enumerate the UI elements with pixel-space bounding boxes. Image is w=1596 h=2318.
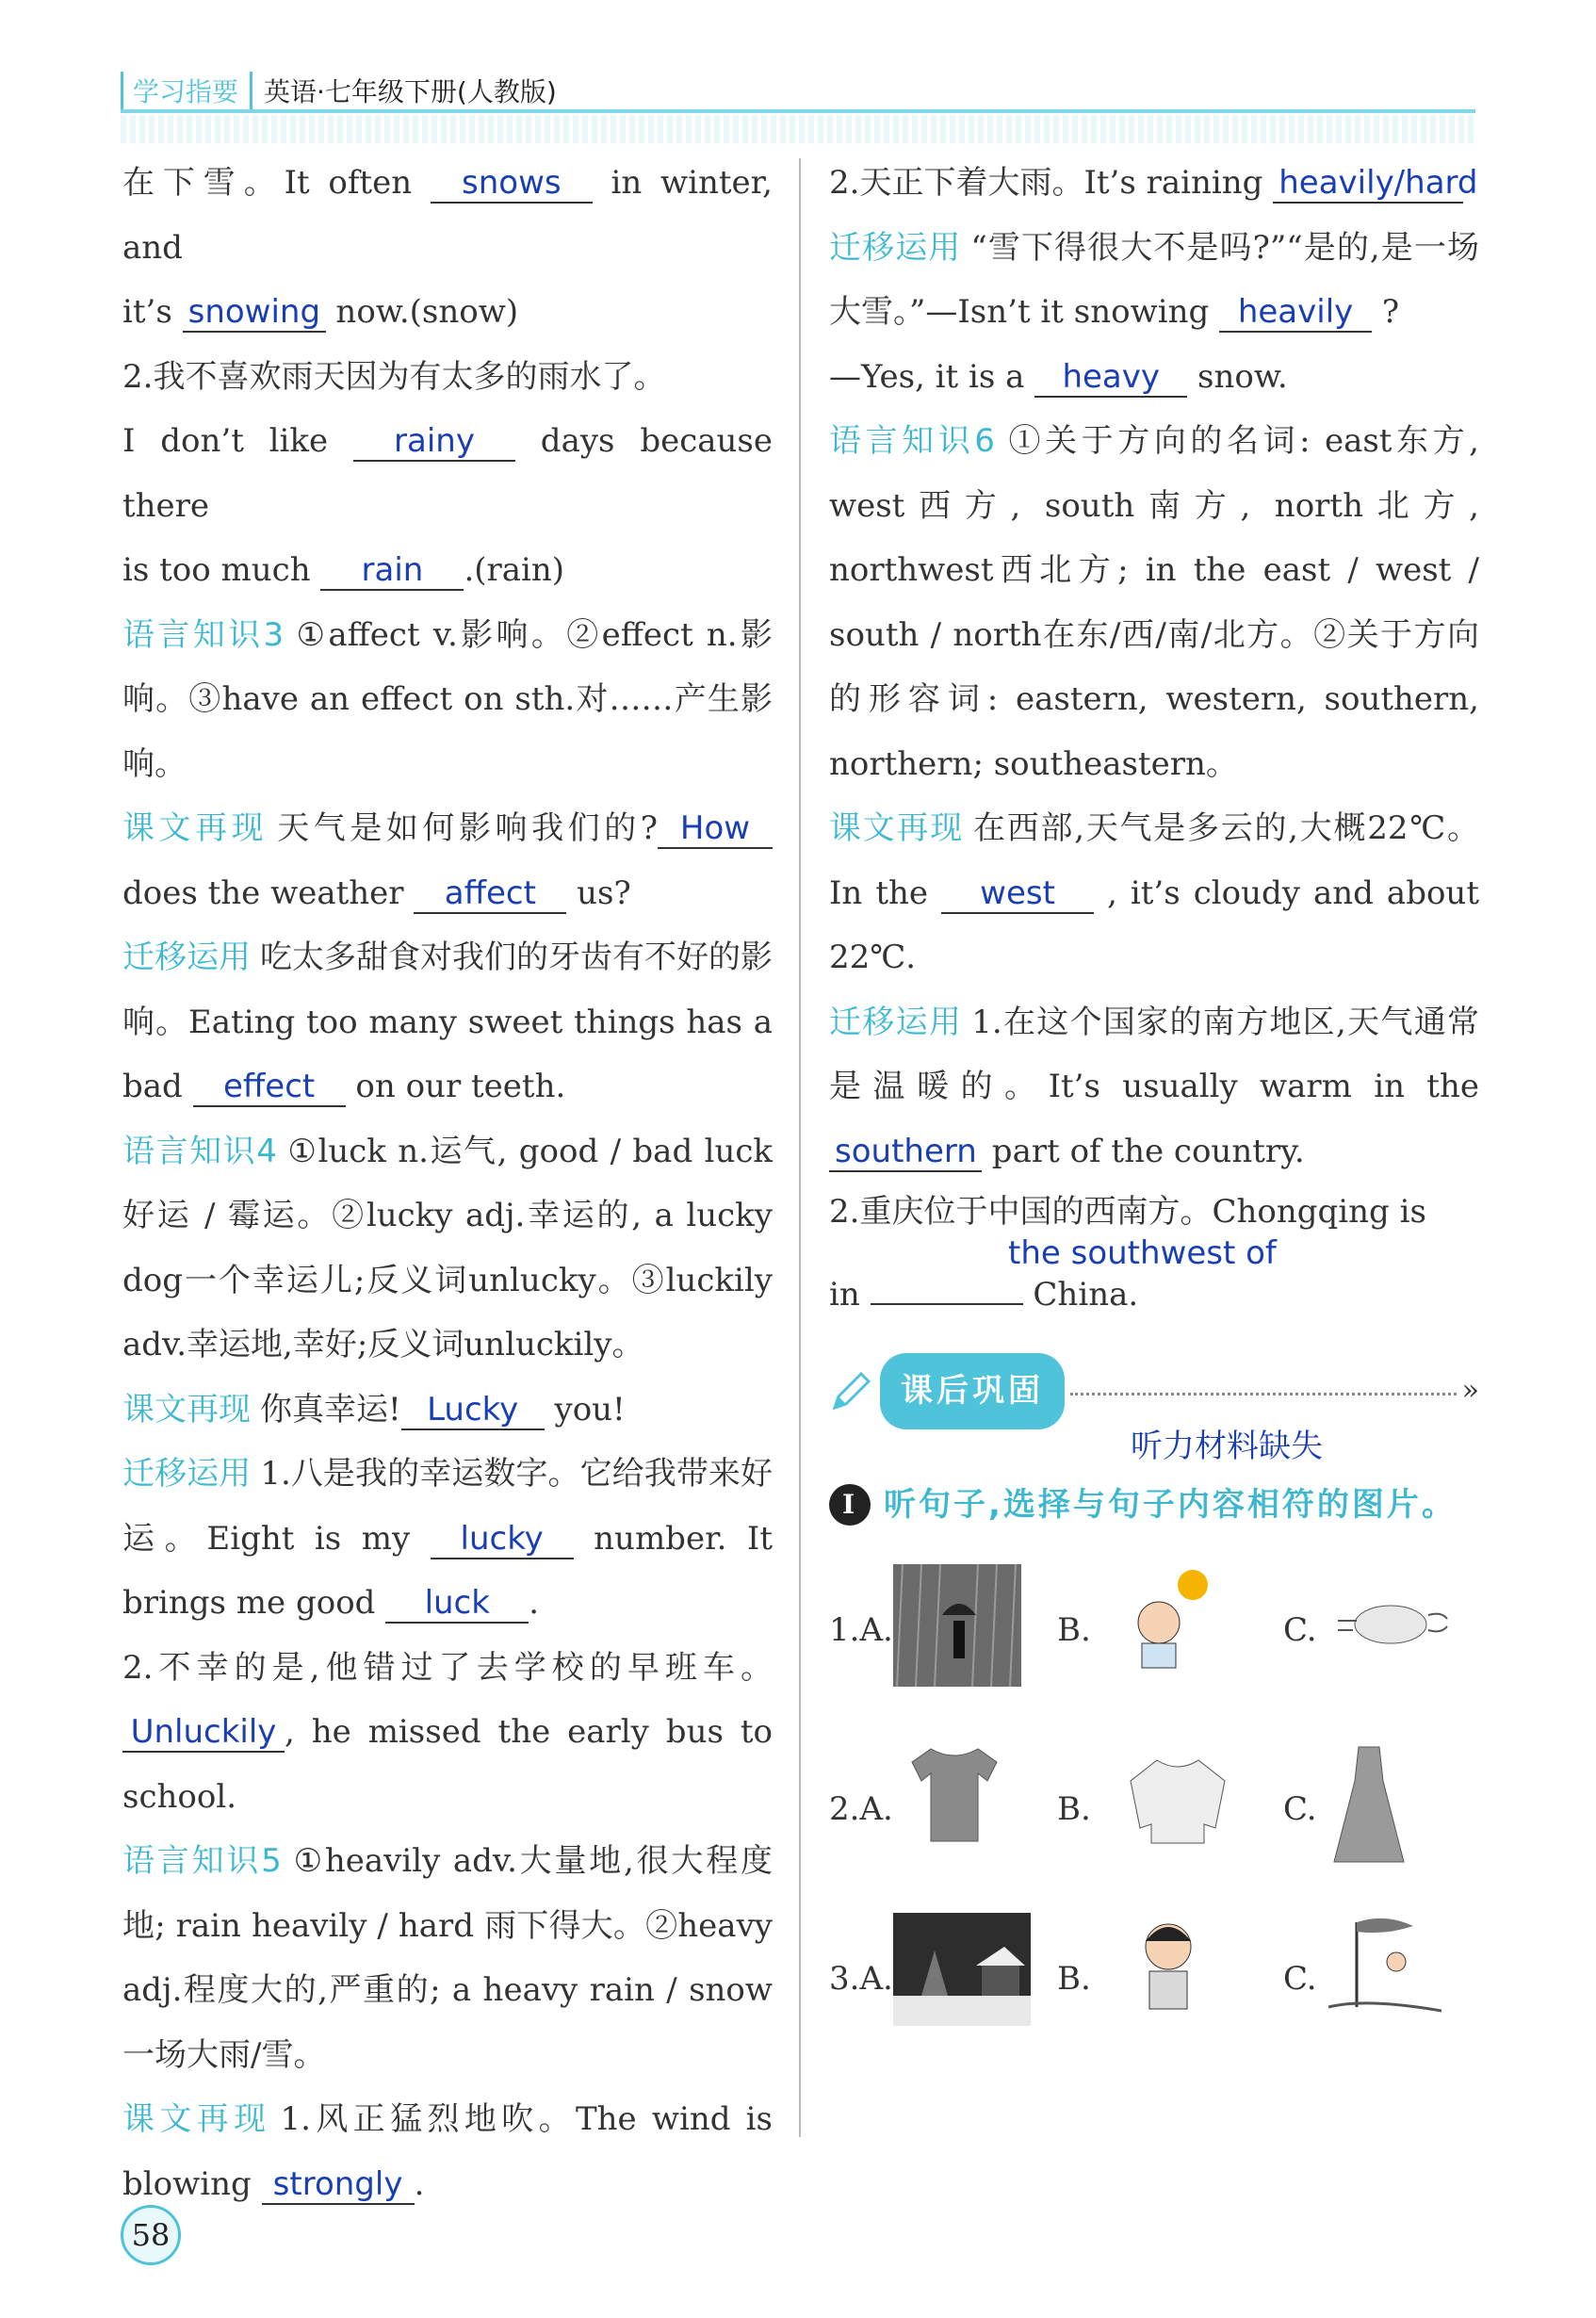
question-text: 听句子,选择与句子内容相符的图片。 bbox=[884, 1485, 1457, 1524]
t-shirt-picture bbox=[903, 1743, 1006, 1847]
recall-3: 课文再现 1.风正猛烈地吹。The wind is blowing strongly . bbox=[122, 2100, 773, 2203]
header bbox=[121, 72, 557, 109]
answer: strongly bbox=[262, 2165, 415, 2205]
cold-person-picture bbox=[1121, 1913, 1215, 2026]
recall-4: 课文再现 在西部,天气是多云的,大概22℃。In the west , it’s cloudy and about 22℃. bbox=[829, 809, 1479, 976]
snowy-house-picture bbox=[893, 1913, 1031, 2026]
transfer-2: 迁移运用 1.八是我的幸运数字。它给我带来好运。Eight is my lucky number. It brings me good luck . bbox=[122, 1455, 773, 1622]
recall-3b: 2.天正下着大雨。It’s raining heavily/hard bbox=[829, 164, 1478, 202]
answer: affect bbox=[414, 874, 566, 914]
line: I don’t like rainy days because there bbox=[122, 422, 773, 525]
answer: How bbox=[658, 809, 773, 849]
transfer-4: 迁移运用 1.在这个国家的南方地区,天气通常是温暖的。It’s usually warm in the southern part of the country. bbox=[829, 1003, 1480, 1170]
answer: heavy bbox=[1034, 358, 1187, 398]
answer: snows bbox=[431, 164, 593, 204]
knowledge-4: 语言知识4 ①luck n.运气, good / bad luck好运 / 霉运。②lucky adj.幸运的, a lucky dog一个幸运儿;反义词unlucky。③luckily adv.幸运地,幸好;反义词unluckily。 bbox=[122, 1132, 773, 1363]
pencil-icon bbox=[829, 1368, 874, 1413]
dotted-rule bbox=[1070, 1387, 1457, 1396]
answer: lucky bbox=[431, 1520, 574, 1559]
knowledge-3: 语言知识3 ①affect v.影响。②effect n.影响。③have an effect on sth.对……产生影响。 bbox=[122, 615, 773, 783]
question-number: I bbox=[829, 1484, 871, 1526]
answer: effect bbox=[193, 1068, 346, 1107]
answer: heavily/hard bbox=[1273, 164, 1463, 204]
sweater-picture bbox=[1121, 1753, 1234, 1847]
windy-person-picture bbox=[1328, 1913, 1441, 2016]
missing-note: 听力材料缺失 bbox=[1131, 1427, 1323, 1465]
line: 2.我不喜欢雨天因为有太多的雨水了。 bbox=[122, 357, 666, 396]
answer: luck bbox=[385, 1584, 529, 1624]
section-title bbox=[829, 1353, 1479, 1429]
answer: west bbox=[941, 874, 1094, 914]
windy-cloud-picture bbox=[1338, 1592, 1451, 1658]
answer: southern bbox=[829, 1133, 982, 1172]
header-brand: 学习指要 bbox=[121, 72, 252, 109]
answer: Unluckily bbox=[122, 1713, 285, 1753]
line: 在下雪。It often snows in winter, and bbox=[122, 164, 773, 267]
transfer-3: 迁移运用 “雪下得很大不是吗?”“是的,是一场大雪。”—Isn’t it snowing heavily ? —Yes, it is a heavy snow. bbox=[829, 228, 1480, 396]
header-book-title: 英语·七年级下册(人教版) bbox=[264, 76, 557, 107]
section-badge: 课后巩固 bbox=[880, 1353, 1065, 1429]
picture-row-3: 3.A. B. C. bbox=[829, 1913, 1479, 2045]
answer: the southwest of bbox=[1008, 1234, 1277, 1272]
dress-picture bbox=[1327, 1743, 1411, 1866]
question-1 bbox=[829, 1473, 1479, 1537]
rain-umbrella-picture bbox=[893, 1564, 1021, 1687]
hot-sun-picture bbox=[1121, 1564, 1225, 1677]
column-divider bbox=[799, 158, 801, 2137]
arrow-icon: » bbox=[1461, 1374, 1479, 1407]
picture-row-2: 2.A. B. C. bbox=[829, 1743, 1479, 1875]
line: is too much rain .(rain) bbox=[122, 551, 565, 589]
answer: heavily bbox=[1219, 293, 1372, 333]
transfer-2b: 2.不幸的是,他错过了去学校的早班车。Unluckily , he missed the early bus to school. bbox=[122, 1648, 773, 1816]
knowledge-6: 语言知识6 ①关于方向的名词: east东方, west西方, south南方, north北方, northwest西北方; in the east / west / south / north在东/西/南/北方。②关于方向的形容词: eastern, western, southern, northern; southeastern。 bbox=[829, 422, 1479, 783]
picture-row-1: 1.A. B. C. bbox=[829, 1564, 1479, 1696]
answer: rainy bbox=[353, 422, 515, 462]
answer: snowing bbox=[183, 293, 326, 333]
answer: Lucky bbox=[401, 1391, 545, 1430]
line: it’s snowing now.(snow) bbox=[122, 293, 519, 331]
transfer-1: 迁移运用 吃太多甜食对我们的牙齿有不好的影响。Eating too many sweet things has a bad effect on our teeth. bbox=[122, 939, 773, 1105]
page-number: 58 bbox=[121, 2205, 181, 2265]
right-column bbox=[829, 151, 1479, 1537]
header-band bbox=[121, 115, 1475, 143]
knowledge-5: 语言知识5 ①heavily adv.大量地,很大程度地; rain heavily / hard 雨下得大。②heavy adj.程度大的,严重的; a heavy rain / snow一场大雨/雪。 bbox=[122, 1842, 773, 2074]
recall-1: 课文再现 天气是如何影响我们的? How does the weather affect us? bbox=[122, 796, 773, 925]
recall-2: 课文再现 你真幸运! Lucky you! bbox=[122, 1390, 626, 1428]
answer: rain bbox=[320, 551, 464, 591]
header-rule bbox=[121, 109, 1475, 113]
left-column bbox=[122, 151, 773, 2216]
transfer-4b: 2.重庆位于中国的西南方。Chongqing is the southwest of in China. bbox=[829, 1193, 1426, 1314]
